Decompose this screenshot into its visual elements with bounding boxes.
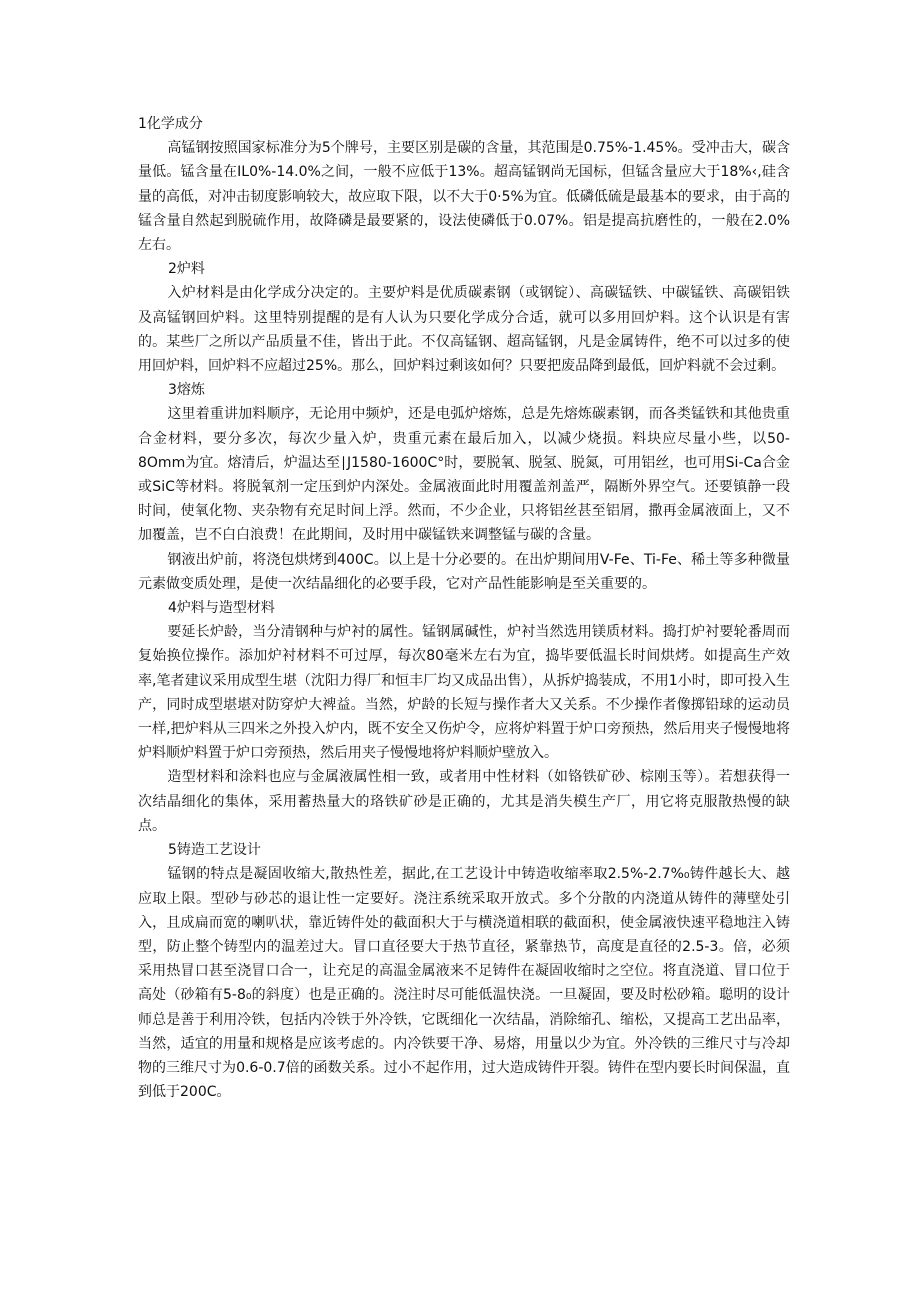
section-chemical-composition <box>138 112 790 257</box>
paragraph: 高锰钢按照国家标准分为5个牌号，主要区别是碳的含量，其范围是0.75%-1.45%。受冲击大，碳含量低。锰含量在IL0%-14.0%之间，一般不应低于13%。超高锰钢尚无国标，但锰含量应大于18%‹,硅含量的高低，对冲击韧度影响较大，故应取下限，以不大于0·5%为宜。低磷低硫是最基本的要求，由于高的锰含量自然起到脱硫作用，故降磷是最要紧的，设法使磷低于0.07%。铝是提高抗磨性的，一般在2.0%左右。 <box>138 140 790 254</box>
paragraph: 这里着重讲加料顺序，无论用中频炉，还是电弧炉熔炼，总是先熔炼碳素钢，而各类锰铁和其他贵重合金材料，要分多次，每次少量入炉，贵重元素在最后加入，以减少烧损。料块应尽量小些，以50-8Omm为宜。熔清后，炉温达至∣J1580-1600C°时，要脱氧、脱氢、脱氮，可用铝丝，也可用Si-Ca合金或SiC等材料。将脱氧剂一定压到炉内深处。金属液面此时用覆盖剂盖严，隔断外界空气。还要镇静一段时间，使氧化物、夹杂物有充足时间上浮。然而，不少企业，只将铝丝甚至铝屑，撒再金属液面上，又不加覆盖，岂不白白浪费！在此期间，及时用中碳锰铁来调整锰与碳的含量。 <box>138 406 790 544</box>
paragraph: 要延长炉龄，当分清钢种与炉衬的属性。锰钢属碱性，炉衬当然选用镁质材料。捣打炉衬要轮番周而复始换位操作。添加炉衬材料不可过厚，每次80毫米左右为宜，捣毕要低温长时间烘烤。如提高生产效率,笔者建议采用成型生堪（沈阳力得厂和恒丰厂均又成品出售），从拆炉捣装成，不用1小时，即可投入生产，同时成型堪堪对防穿炉大裨益。当然，炉龄的长短与操作者大又关系。不少操作者像掷铅球的运动员一样,把炉料从三四米之外投入炉内，既不安全又伤炉令，应将炉料置于炉口旁预热，然后用夹子慢慢地将炉料顺炉料置于炉口旁预热，然后用夹子慢慢地将炉料顺炉壁放入。 <box>138 624 790 762</box>
section-lining-molding-materials <box>138 596 790 838</box>
paragraph: 造型材料和涂料也应与金属液属性相一致，或者用中性材料（如铬铁矿砂、棕刚玉等）。若想获得一次结晶细化的集体，采用蓄热量大的珞铁矿砂是正确的，尤其是消失模生产厂，用它将克服散热慢的缺点。 <box>138 769 790 834</box>
section-heading: 3熔炼 <box>168 382 205 399</box>
paragraph: 入炉材料是由化学成分决定的。主要炉料是优质碳素钢（或钢锭）、高碳锰铁、中碳锰铁、高碳铝铁及高锰钢回炉料。这里特别提醒的是有人认为只要化学成分合适，就可以多用回炉料。这个认识是有害的。某些厂之所以产品质量不佳，皆出于此。不仅高锰钢、超高锰钢，凡是金属铸件，绝不可以过多的使用回炉料，回炉料不应超过25%。那么，回炉料过剩该如何？只要把废品降到最低，回炉料就不会过剩。 <box>138 285 790 375</box>
section-charge-materials <box>138 257 790 378</box>
section-heading: 5铸造工艺设计 <box>168 842 261 859</box>
paragraph: 锰钢的特点是凝固收缩大,散热性差，据此,在工艺设计中铸造收缩率取2.5%-2.7%₀铸件越长大、越应取上限。型砂与砂芯的退让性一定要好。浇注系统采取开放式。多个分散的内浇道从铸件的薄壁处引入，且成扁而宽的喇叭状，靠近铸件处的截面积大于与横浇道相联的截面积，使金属液快速平稳地注入铸型，防止整个铸型内的温差过大。冒口直径要大于热节直径，紧靠热节，高度是直径的2.5-3。倍，必须采用热冒口甚至浇冒口合一，让充足的高温金属液来不足铸件在凝固收缩时之空位。将直浇道、冒口位于高处（砂箱有5-8₀的斜度）也是正确的。浇注时尽可能低温快浇。一旦凝固，要及时松砂箱。聪明的设计师总是善于利用冷铁，包括内冷铁于外冷铁，它既细化一次结晶，消除缩孔、缩松，又提高工艺出品率，当然，适宜的用量和规格是应该考虑的。内冷铁要干净、易熔，用量以少为宜。外冷铁的三维尺寸与冷却物的三维尺寸为0.6-0.7倍的函数关系。过小不起作用，过大造成铸件开裂。铸件在型内要长时间保温，直到低于200C。 <box>138 866 790 1101</box>
paragraph: 钢液出炉前，将浇包烘烤到400C。以上是十分必要的。在出炉期间用V-Fe、Ti-Fe、稀土等多种微量元素做变质处理，是使一次结晶细化的必要手段，它对产品性能影响是至关重要的。 <box>138 551 790 592</box>
section-casting-process-design <box>138 838 790 1104</box>
section-smelting <box>138 378 790 596</box>
document-page <box>138 112 790 1104</box>
section-heading: 2炉料 <box>168 261 205 278</box>
section-heading: 1化学成分 <box>138 116 203 132</box>
section-heading: 4炉料与造型材料 <box>168 600 275 617</box>
